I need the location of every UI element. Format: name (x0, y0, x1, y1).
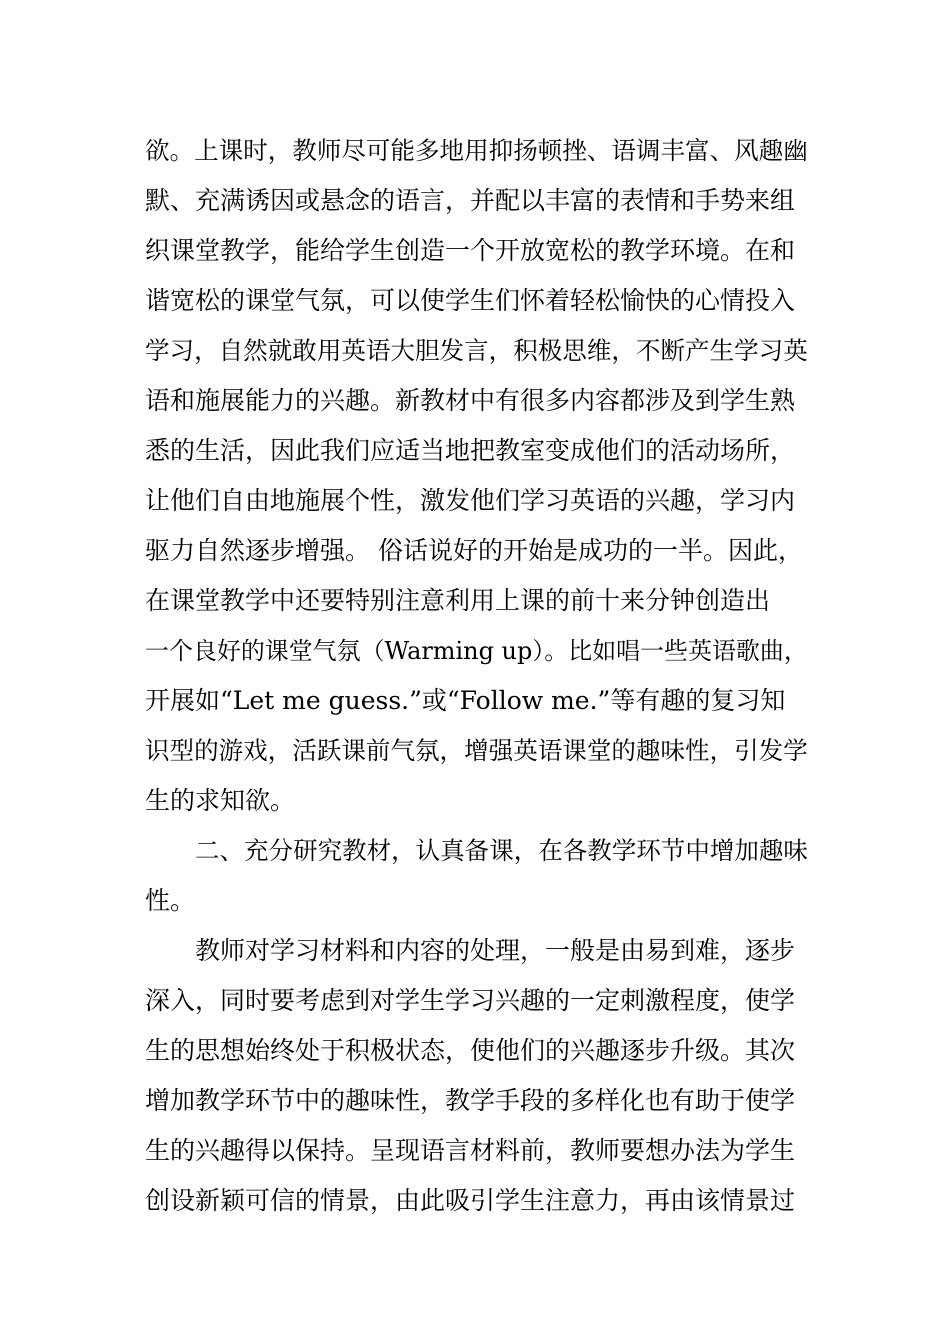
text-line: 识型的游戏，活跃课前气氛，增强英语课堂的趣味性，引发学 (145, 736, 808, 765)
text-line: 学习，自然就敢用英语大胆发言，积极思维，不断产生学习英 (145, 336, 808, 365)
text-line: 让他们自由地施展个性，激发他们学习英语的兴趣，学习内 (145, 486, 796, 515)
text-line: 创设新颖可信的情景，由此吸引学生注意力，再由该情景过 (145, 1186, 796, 1215)
text-line: 默、充满诱因或悬念的语言，并配以丰富的表情和手势来组 (145, 186, 796, 215)
text-line: 悉的生活，因此我们应适当地把教室变成他们的活动场所， (145, 436, 796, 465)
text-line: 谐宽松的课堂气氛，可以使学生们怀着轻松愉快的心情投入 (145, 286, 796, 315)
text-line: 一个良好的课堂气氛（Warming up）。比如唱一些英语歌曲， (145, 637, 808, 665)
text-line: 深入，同时要考虑到对学生学习兴趣的一定刺激程度，使学 (145, 986, 796, 1015)
text-line: 生的兴趣得以保持。呈现语言材料前，教师要想办法为学生 (145, 1136, 796, 1165)
text-line: 增加教学环节中的趣味性，教学手段的多样化也有助于使学 (145, 1086, 796, 1115)
section-heading: 二、充分研究教材，认真备课，在各教学环节中增加趣味 (195, 836, 808, 865)
text-line: 织课堂教学，能给学生创造一个开放宽松的教学环境。在和 (145, 236, 796, 265)
text-line: 欲。上课时，教师尽可能多地用抑扬顿挫、语调丰富、风趣幽 (145, 136, 808, 165)
text-line: 在课堂教学中还要特别注意利用上课的前十来分钟创造出 (145, 586, 771, 615)
text-line: 性。 (145, 886, 196, 915)
text-line: 生的思想始终处于积极状态，使他们的兴趣逐步升级。其次 (145, 1036, 796, 1065)
text-line: 开展如“Let me guess.”或“Follow me.”等有趣的复习知 (145, 686, 786, 715)
text-line: 教师对学习材料和内容的处理，一般是由易到难，逐步 (195, 936, 796, 965)
text-line: 生的求知欲。 (145, 786, 296, 815)
document-body (145, 126, 808, 1226)
text-line: 驱力自然逐步增强。 俗话说好的开始是成功的一半。因此， (145, 536, 803, 565)
text-line: 语和施展能力的兴趣。新教材中有很多内容都涉及到学生熟 (145, 386, 796, 415)
